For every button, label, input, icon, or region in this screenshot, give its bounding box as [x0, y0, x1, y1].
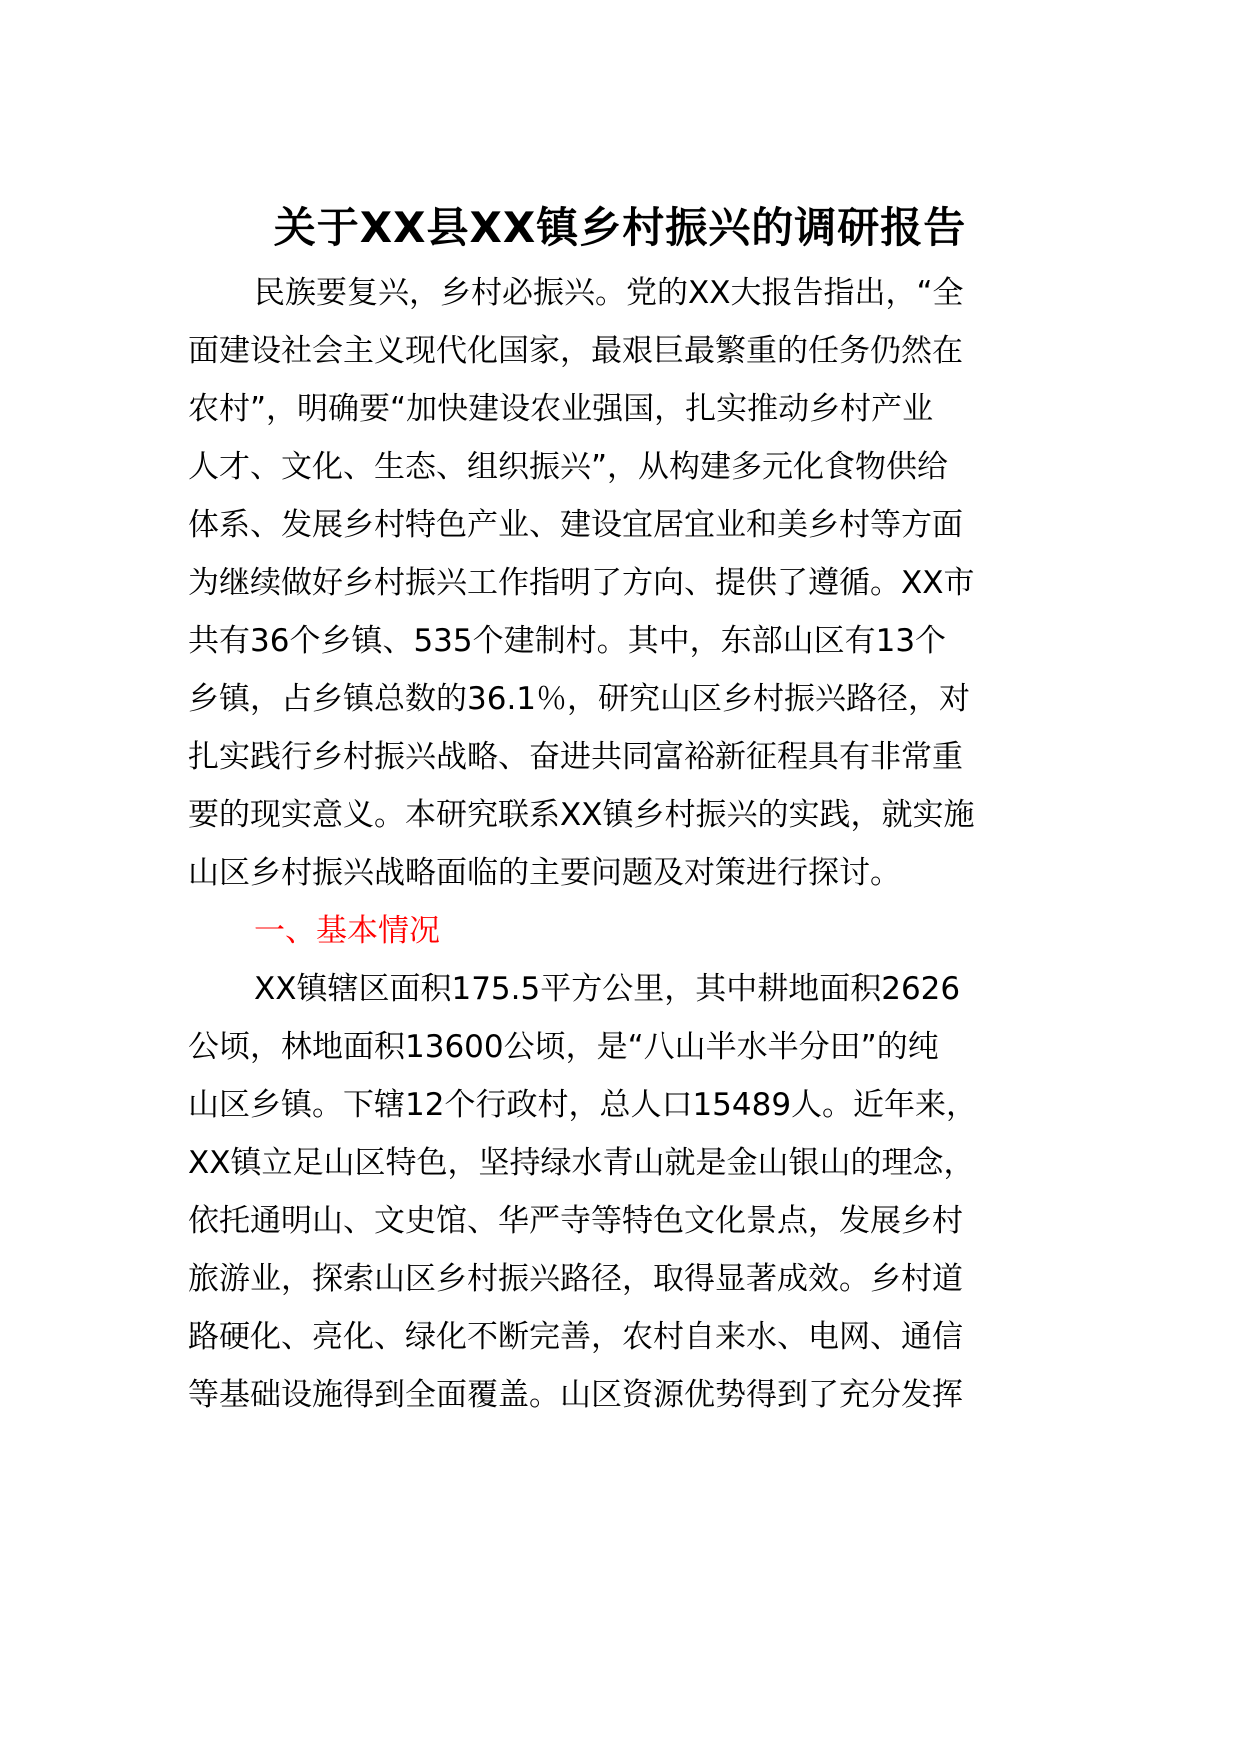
paragraph-line: 体系、发展乡村特色产业、建设宜居宜业和美乡村等方面 [188, 507, 963, 543]
paragraph-line: XX镇立足山区特色，坚持绿水青山就是金山银山的理念， [188, 1145, 975, 1181]
paragraph-line: 要的现实意义。本研究联系XX镇乡村振兴的实践，就实施 [188, 797, 975, 833]
section-heading: 一、基本情况 [254, 913, 440, 949]
paragraph-line: 旅游业，探索山区乡村振兴路径，取得显著成效。乡村道 [188, 1261, 963, 1297]
document-title: 关于XX县XX镇乡村振兴的调研报告 [273, 203, 967, 252]
paragraph-line: 山区乡村振兴战略面临的主要问题及对策进行探讨。 [188, 855, 901, 891]
paragraph-line: 面建设社会主义现代化国家，最艰巨最繁重的任务仍然在 [188, 333, 963, 369]
paragraph-line: 农村”，明确要“加快建设农业强国，扎实推动乡村产业 [188, 391, 934, 427]
paragraph-line: 乡镇，占乡镇总数的36.1％，研究山区乡村振兴路径，对 [188, 681, 971, 717]
paragraph-line: 为继续做好乡村振兴工作指明了方向、提供了遵循。XX市 [188, 565, 975, 601]
paragraph-line: 路硬化、亮化、绿化不断完善，农村自来水、电网、通信 [188, 1319, 963, 1355]
paragraph-line: XX镇辖区面积175.5平方公里，其中耕地面积2626 [254, 971, 961, 1007]
paragraph-line: 山区乡镇。下辖12个行政村，总人口15489人。近年来， [188, 1087, 978, 1123]
paragraph-line: 民族要复兴，乡村必振兴。党的XX大报告指出，“全 [254, 275, 964, 311]
paragraph-line: 共有36个乡镇、535个建制村。其中，东部山区有13个 [188, 623, 947, 659]
paragraph-line: 人才、文化、生态、组织振兴”，从构建多元化食物供给 [188, 449, 949, 485]
paragraph-line: 依托通明山、文史馆、华严寺等特色文化景点，发展乡村 [188, 1203, 963, 1239]
paragraph-line: 等基础设施得到全面覆盖。山区资源优势得到了充分发挥 [188, 1377, 963, 1413]
paragraph-line: 扎实践行乡村振兴战略、奋进共同富裕新征程具有非常重 [188, 739, 963, 775]
paragraph-line: 公顷，林地面积13600公顷，是“八山半水半分田”的纯 [188, 1029, 939, 1065]
